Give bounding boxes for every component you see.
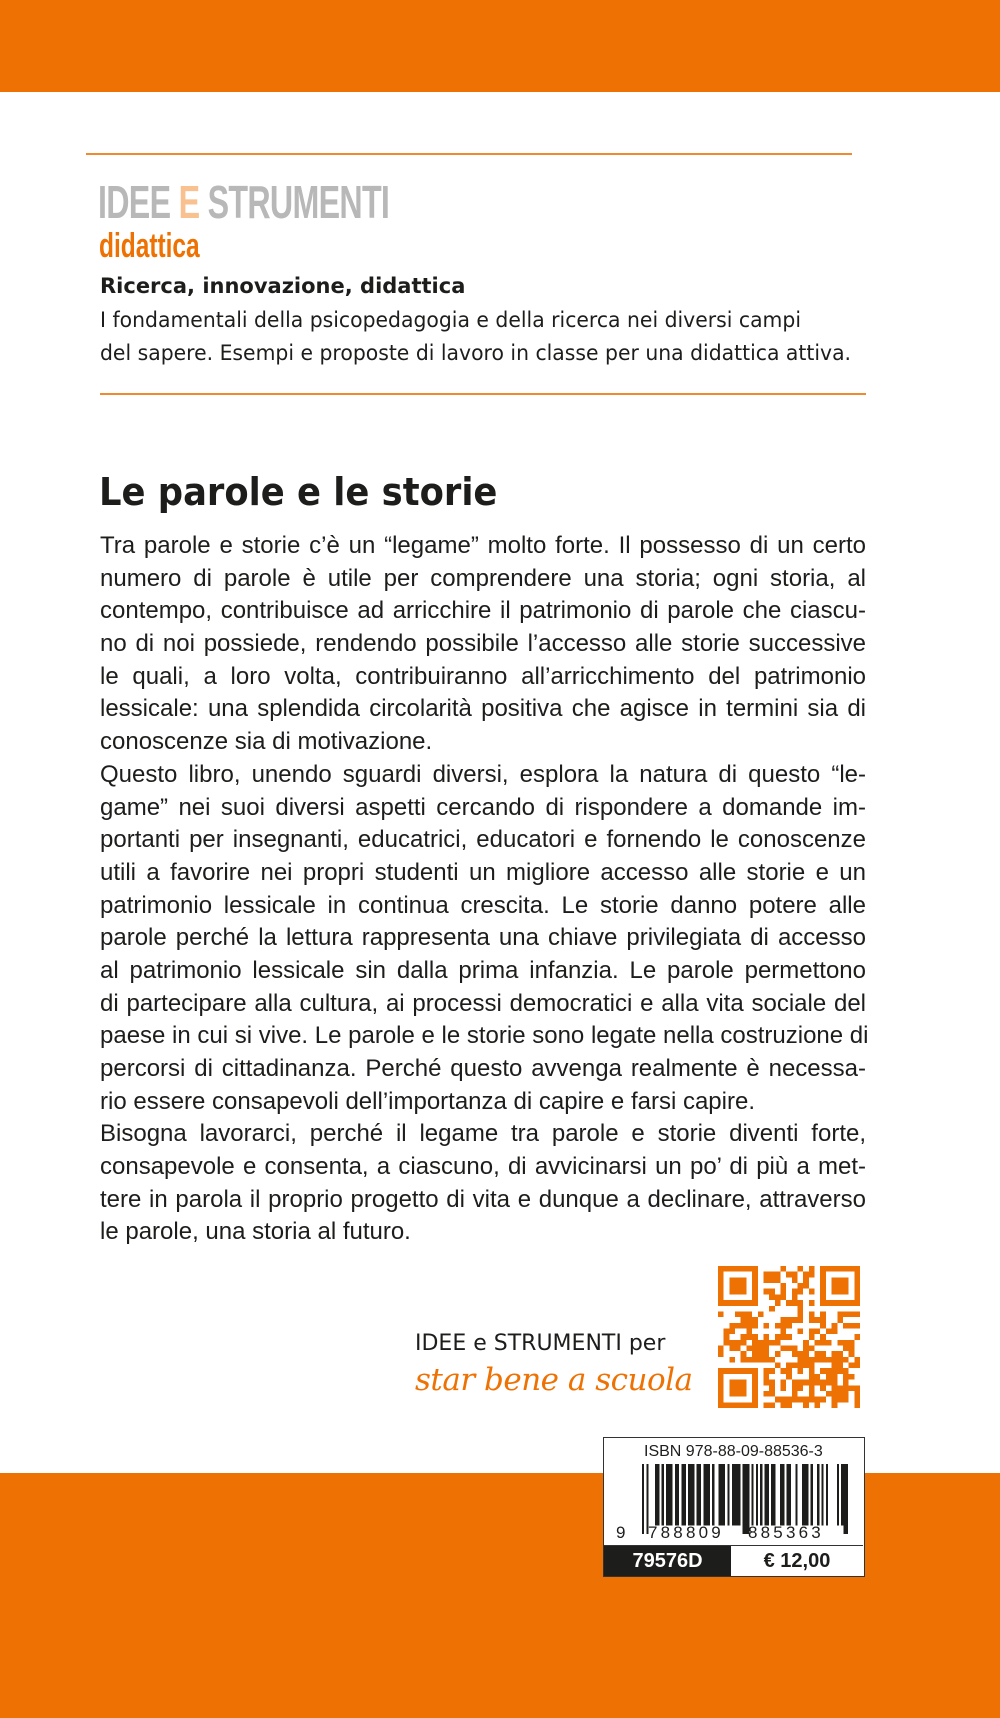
blurb-line: lessicale: una splendida circolarità positiva che agisce in termini sia di xyxy=(100,695,866,723)
series-title-idee: IDEE xyxy=(98,176,179,228)
series-description-line: I fondamentali della psicopedagogia e della ricerca nei diversi campi xyxy=(100,308,802,332)
blurb-line: contempo, contribuisce ad arricchire il patrimonio di parole che ciascu- xyxy=(100,597,866,625)
blurb-line: paese in cui si vive. Le parole e le storie sono legate nella costruzione di xyxy=(100,1022,869,1050)
series-subtitle: didattica xyxy=(99,227,200,265)
series-title xyxy=(98,176,389,228)
series-title-strumenti: STRUMENTI xyxy=(199,176,390,228)
blurb-line: al patrimonio lessicale sin dalla prima infanzia. Le parole permettono xyxy=(100,956,866,984)
blurb-line: Tra parole e storie c’è un “legame” molto forte. Il possesso di un certo xyxy=(100,532,866,559)
blurb-line: patrimonio lessicale in continua crescita. Le storie danno potere alle xyxy=(100,891,866,919)
price-row xyxy=(604,1545,863,1576)
isbn-barcode-label xyxy=(603,1437,865,1577)
book-title: Le parole e le storie xyxy=(99,470,498,514)
top-divider xyxy=(86,153,852,155)
brand-word: per xyxy=(621,1331,666,1356)
series-title-e: E xyxy=(178,176,200,228)
blurb-line: no di noi possiede, rendendo possibile l’accesso alle storie successive xyxy=(100,630,866,658)
series-description xyxy=(100,304,866,370)
mid-divider xyxy=(100,393,866,395)
brand-word: e xyxy=(466,1331,494,1356)
brand-word: STRUMENTI xyxy=(493,1331,622,1356)
brand-word: IDEE xyxy=(415,1331,467,1356)
blurb-line: parole perché la lettura rappresenta una chiave privilegiata di accesso xyxy=(100,924,866,952)
top-orange-band xyxy=(0,0,1000,92)
series-tagline: Ricerca, innovazione, didattica xyxy=(100,274,466,298)
qr-code-icon[interactable] xyxy=(718,1266,860,1408)
blurb-line: Bisogna lavorarci, perché il legame tra parole e storie diventi forte, xyxy=(100,1120,866,1148)
blurb-line: utili a favorire nei propri studenti un migliore accesso alle storie e un xyxy=(100,858,866,886)
barcode-digits-right: 885363 xyxy=(748,1523,824,1542)
blurb-line: di partecipare alla cultura, ai processi democratici e alla vita sociale del xyxy=(100,989,866,1017)
barcode-digit-first: 9 xyxy=(616,1523,629,1542)
isbn-number: ISBN 978-88-09-88536-3 xyxy=(644,1443,823,1460)
blurb-line: percorsi di cittadinanza. Perché questo avvenga realmente è necessa- xyxy=(100,1055,866,1082)
series-brand xyxy=(415,1330,715,1400)
series-description-line: del sapere. Esempi e proposte di lavoro in classe per una didattica attiva. xyxy=(100,341,852,365)
blurb-line: le quali, a loro volta, contribuiranno all’arricchimento del patrimonio xyxy=(100,662,866,690)
blurb-line: le parole, una storia al futuro. xyxy=(100,1218,411,1246)
brand-line xyxy=(415,1330,715,1358)
price: € 12,00 xyxy=(731,1546,863,1576)
barcode-digits-left: 788809 xyxy=(648,1523,724,1542)
brand-script: star bene a scuola xyxy=(415,1362,693,1398)
blurb-line: numero di parole è utile per comprendere una storia; ogni storia, al xyxy=(100,564,866,592)
blurb-line: game” nei suoi diversi aspetti cercando di rispondere a domande im- xyxy=(100,793,866,821)
product-code: 79576D xyxy=(604,1546,731,1576)
book-blurb xyxy=(100,530,869,1249)
blurb-line: rio essere consapevoli dell’importanza di capire e farsi capire. xyxy=(100,1087,755,1115)
blurb-line: consapevole e consenta, a ciascuno, di avvicinarsi un po’ di più a met- xyxy=(100,1153,866,1181)
blurb-line: portanti per insegnanti, educatrici, educatori e fornendo le conoscenze xyxy=(100,826,866,854)
blurb-line: tere in parola il proprio progetto di vita e dunque a declinare, attraverso xyxy=(100,1185,866,1213)
blurb-line: conoscenze sia di motivazione. xyxy=(100,728,433,756)
blurb-line: Questo libro, unendo sguardi diversi, esplora la natura di questo “le- xyxy=(100,760,866,788)
